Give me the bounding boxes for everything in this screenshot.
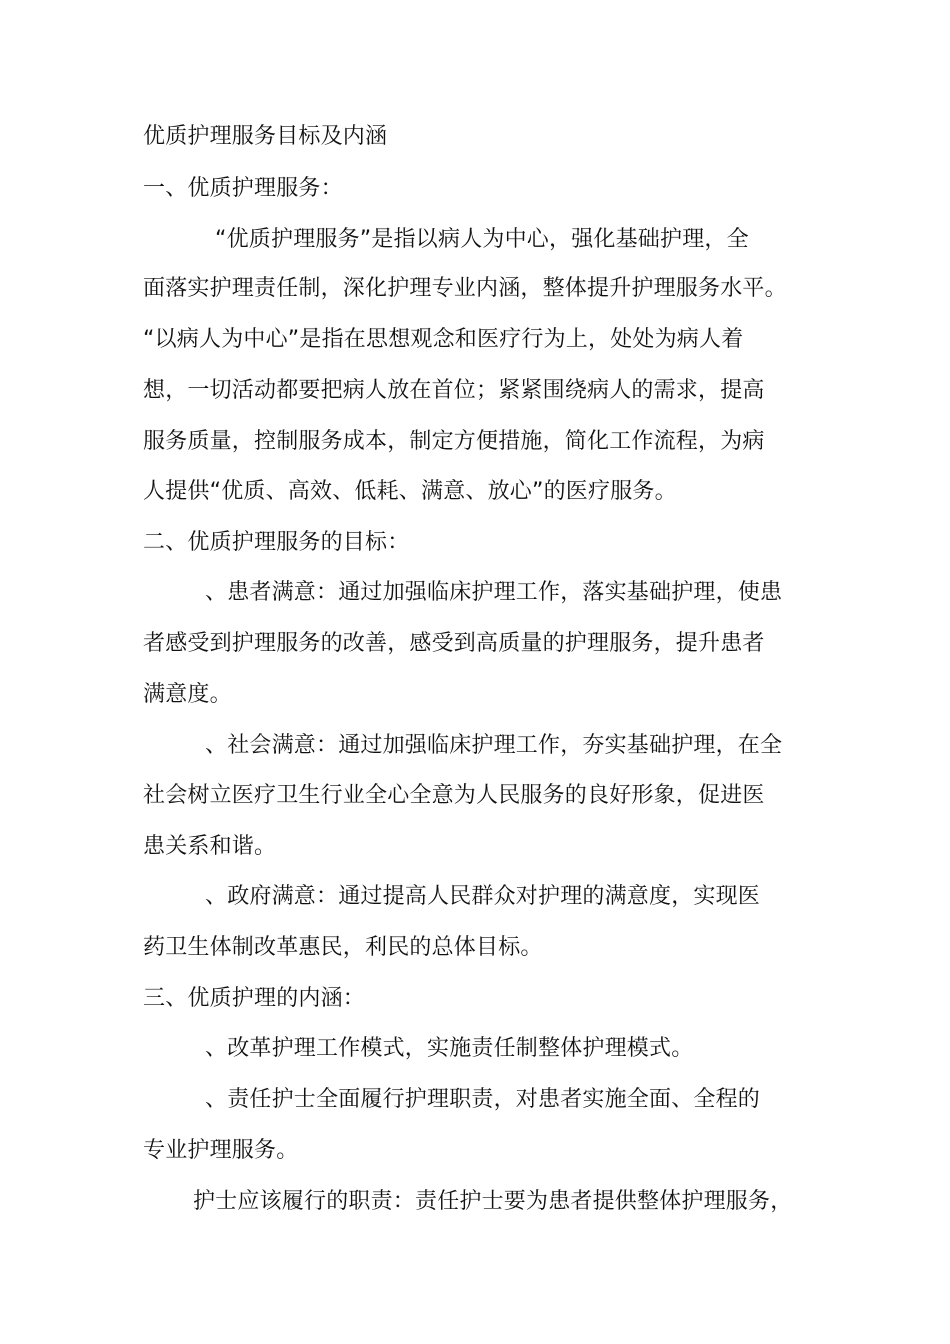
section1-heading: 一、优质护理服务：: [143, 176, 343, 201]
section1-paragraph-line: “以病人为中心”是指在思想观念和医疗行为上，处处为病人着: [143, 327, 744, 352]
section3-item2-line: 、责任护士全面履行护理职责，对患者实施全面、全程的: [205, 1087, 761, 1112]
section2-heading: 二、优质护理服务的目标：: [143, 530, 410, 555]
section2-item1-line: 者感受到护理服务的改善，感受到高质量的护理服务，提升患者: [143, 631, 765, 656]
section3-item3-line: 护士应该履行的职责：责任护士要为患者提供整体护理服务，: [193, 1189, 793, 1214]
section3-item1-line: 、改革护理工作模式，实施责任制整体护理模式。: [205, 1036, 694, 1061]
section3-heading: 三、优质护理的内涵：: [143, 986, 366, 1011]
section1-paragraph-line: 人提供“优质、高效、低耗、满意、放心”的医疗服务。: [143, 479, 677, 504]
section1-paragraph-line: “优质护理服务”是指以病人为中心，强化基础护理，全: [215, 227, 749, 252]
section2-item2-line: 社会树立医疗卫生行业全心全意为人民服务的良好形象，促进医: [143, 783, 765, 808]
section2-item1-line: 满意度。: [143, 682, 232, 707]
section2-item1-line: 、患者满意：通过加强临床护理工作，落实基础护理，使患: [205, 580, 783, 605]
section2-item2-line: 患关系和谐。: [143, 834, 277, 859]
section3-item2-line: 专业护理服务。: [143, 1138, 299, 1163]
section2-item3-line: 、政府满意：通过提高人民群众对护理的满意度，实现医: [205, 884, 761, 909]
section2-item3-line: 药卫生体制改革惠民，利民的总体目标。: [143, 935, 543, 960]
document-title: 优质护理服务目标及内涵: [143, 124, 388, 149]
section2-item2-line: 、社会满意：通过加强临床护理工作，夯实基础护理，在全: [205, 733, 783, 758]
section1-paragraph-line: 想，一切活动都要把病人放在首位；紧紧围绕病人的需求，提高: [143, 378, 765, 403]
section1-paragraph-line: 服务质量，控制服务成本，制定方便措施，简化工作流程，为病: [143, 429, 765, 454]
section1-paragraph-line: 面落实护理责任制，深化护理专业内涵，整体提升护理服务水平。: [143, 276, 787, 301]
